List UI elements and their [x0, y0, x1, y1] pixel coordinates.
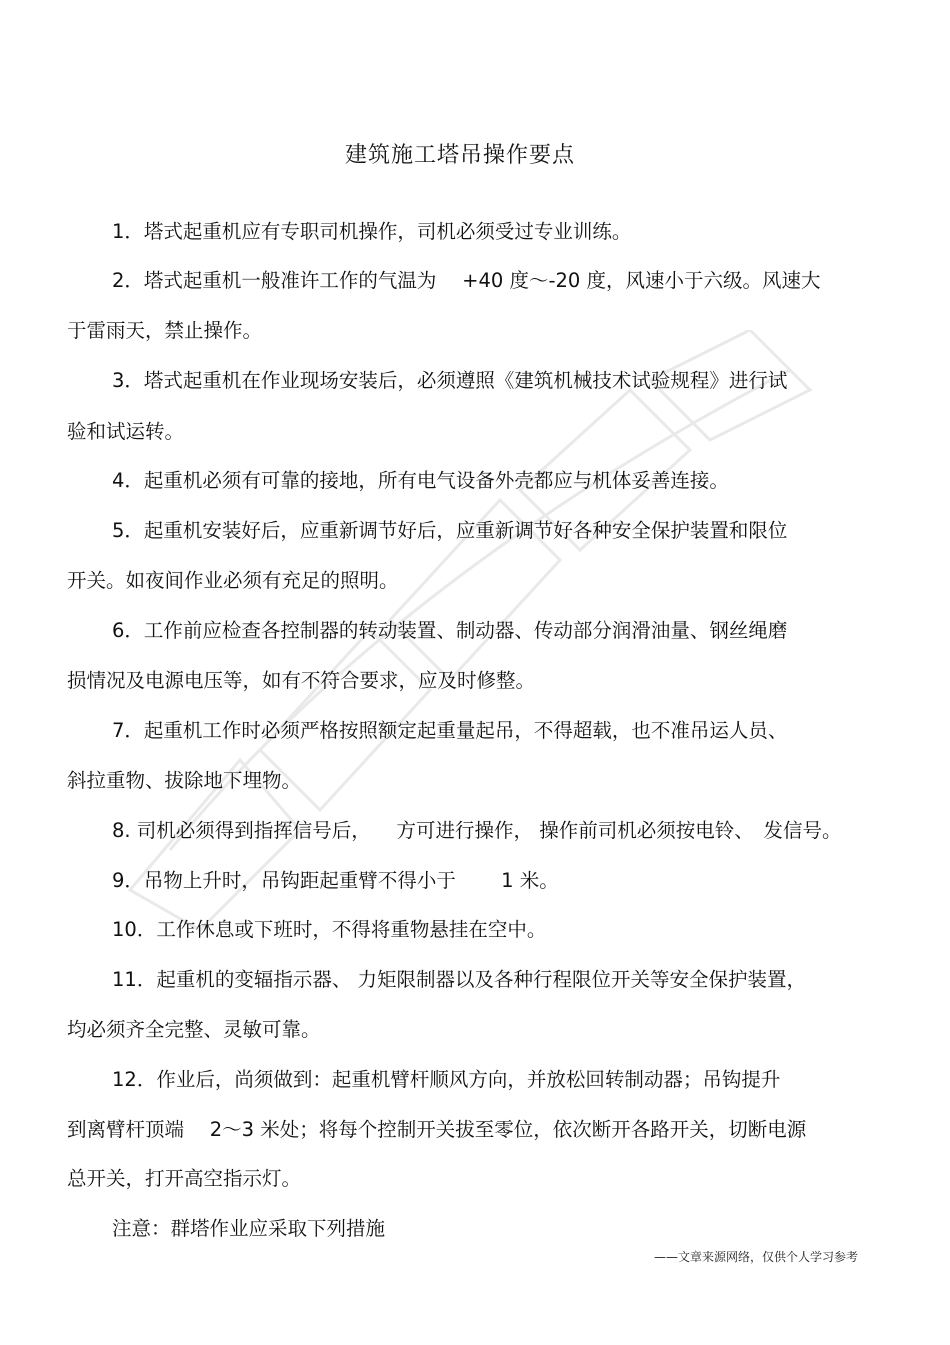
document-title: 建筑施工塔吊操作要点	[344, 143, 575, 168]
paragraph-3-cont: 验和试运转。	[67, 420, 185, 443]
paragraph-6: 6．工作前应检查各控制器的转动装置、制动器、传动部分润滑油量、钢丝绳磨	[112, 619, 788, 642]
paragraph-7-cont: 斜拉重物、拔除地下埋物。	[67, 769, 302, 792]
paragraph-7: 7．起重机工作时必须严格按照额定起重量起吊，不得超载，也不准吊运人员、	[112, 719, 788, 742]
paragraph-10: 10．工作休息或下班时，不得将重物悬挂在空中。	[112, 918, 547, 941]
paragraph-4: 4．起重机必须有可靠的接地，所有电气设备外壳都应与机体妥善连接。	[112, 469, 729, 492]
paragraph-5-cont: 开关。如夜间作业必须有充足的照明。	[67, 569, 399, 592]
paragraph-2: 2．塔式起重机一般准许工作的气温为 +40 度～-20 度，风速小于六级。风速大	[112, 269, 821, 292]
paragraph-11: 11．起重机的变辐指示器、 力矩限制器以及各种行程限位开关等安全保护装置，	[112, 968, 807, 991]
paragraph-5: 5．起重机安装好后，应重新调节好后，应重新调节好各种安全保护装置和限位	[112, 519, 788, 542]
paragraph-1: 1．塔式起重机应有专职司机操作，司机必须受过专业训练。	[112, 220, 632, 243]
paragraph-8: 8. 司机必须得到指挥信号后， 方可进行操作， 操作前司机必须按电铃、 发信号。	[112, 819, 842, 842]
note-line: 注意：群塔作业应采取下列措施	[112, 1217, 386, 1240]
paragraph-12: 12．作业后，尚须做到：起重机臂杆顺风方向，并放松回转制动器；吊钩提升	[112, 1068, 781, 1091]
paragraph-12-cont-1: 到离臂杆顶端 2～3 米处；将每个控制开关拔至零位，依次断开各路开关，切断电源	[67, 1118, 807, 1141]
paragraph-2-cont: 于雷雨天，禁止操作。	[67, 319, 263, 342]
paragraph-11-cont: 均必须齐全完整、灵敏可靠。	[67, 1018, 321, 1041]
paragraph-12-cont-2: 总开关，打开高空指示灯。	[67, 1167, 302, 1190]
paragraph-3: 3．塔式起重机在作业现场安装后，必须遵照《建筑机械技术试验规程》进行试	[112, 369, 788, 392]
paragraph-9: 9．吊物上升时，吊钩距起重臂不得小于 1 米。	[112, 869, 559, 892]
paragraph-6-cont: 损情况及电源电压等，如有不符合要求，应及时修整。	[67, 669, 536, 692]
source-footer: ——文章来源网络，仅供个人学习参考	[653, 1250, 858, 1264]
